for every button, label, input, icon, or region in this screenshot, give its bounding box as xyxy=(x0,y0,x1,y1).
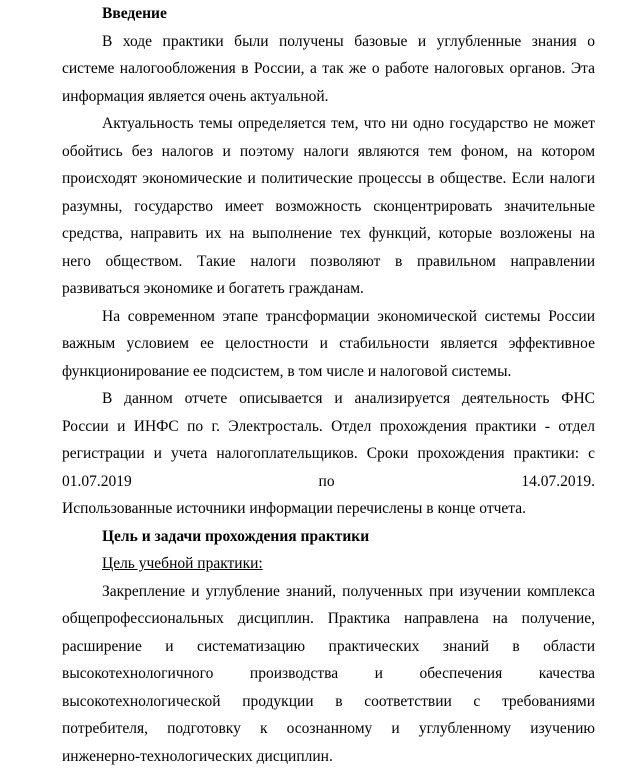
text-line: Закрепление и углубление знаний, полученных при изучении комплекса xyxy=(102,582,595,600)
text-line: функционирование ее подсистем, в том числе и налоговой системы. xyxy=(62,362,512,380)
document-page xyxy=(62,0,595,770)
text-line: высокотехнологичного производства и обеспечения качества xyxy=(62,665,595,682)
date-from: 01.07.2019 xyxy=(62,472,132,490)
text-line: развиваться экономике и богатеть гражданам. xyxy=(62,280,364,297)
goal-subheading: Цель учебной практики: xyxy=(102,555,263,572)
text-line: Использованные источники информации перечислены в конце отчета. xyxy=(62,500,527,517)
paragraph-transformation xyxy=(62,303,595,386)
text-line: обойтись без налогов и поэтому налоги являются тем фоном, на котором xyxy=(62,142,595,160)
text-line: России и ИНФС по г. Электросталь. Отдел прохождения практики - отдел xyxy=(62,417,595,435)
text-line: расширение и систематизацию практических знаний в области xyxy=(62,637,595,655)
paragraph-report xyxy=(62,385,595,523)
paragraph-relevance xyxy=(62,110,595,303)
text-line: регистрации и учета налогоплательщиков. Сроки прохождения практики: с xyxy=(62,445,595,462)
text-line: него обществом. Такие налоги позволяют в правильном направлении xyxy=(62,252,595,270)
text-line: На современном этапе трансформации экономической системы России xyxy=(102,307,595,325)
text-line: высокотехнологической продукции в соответствии с требованиями xyxy=(62,692,595,710)
text-line: информация является очень актуальной. xyxy=(62,87,329,105)
text-line: важным условием ее целостности и стабильности является эффективное xyxy=(62,335,595,352)
text-line: общепрофессиональных дисциплин. Практика направлена на получение, xyxy=(62,610,595,627)
text-line: В ходе практики были получены базовые и углубленные знания о xyxy=(102,32,595,50)
paragraph-goal xyxy=(62,578,595,771)
text-line: средства, направить их на выполнение тех функций, которые возложены на xyxy=(62,225,595,242)
text-line: разумны, государство имеет возможность сконцентрировать значительные xyxy=(62,197,595,215)
paragraph-intro xyxy=(62,28,595,111)
text-line: потребителя, подготовку к осознанному и углубленному изучению xyxy=(62,720,595,737)
text-line: В данном отчете описывается и анализируется деятельность ФНС xyxy=(102,390,595,407)
text-line: системе налогообложения в России, а так же о работе налоговых органов. Эта xyxy=(62,60,595,77)
text-line: происходят экономические и политические процессы в обществе. Если налоги xyxy=(62,170,595,187)
date-by: по xyxy=(318,472,335,490)
goals-heading: Цель и задачи прохождения практики xyxy=(102,527,370,545)
text-line: инженерно-технологических дисциплин. xyxy=(62,747,333,765)
date-to: 14.07.2019. xyxy=(521,472,595,490)
text-line: Актуальность темы определяется тем, что ни одно государство не может xyxy=(102,115,595,132)
intro-heading: Введение xyxy=(102,5,167,22)
dates-line xyxy=(62,468,595,496)
